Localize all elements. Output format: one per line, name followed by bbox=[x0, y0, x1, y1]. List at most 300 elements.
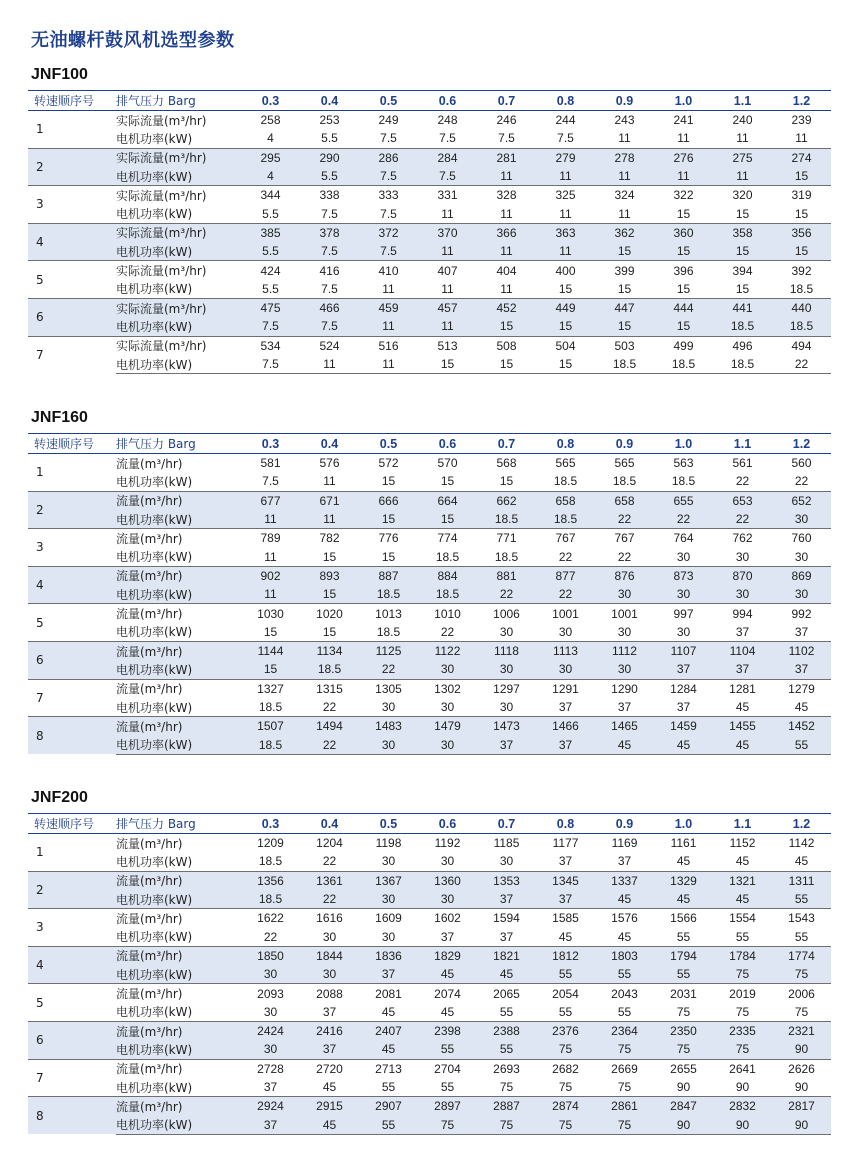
flow-value: 2054 bbox=[536, 984, 595, 1003]
power-value: 7.5 bbox=[359, 167, 418, 186]
power-label: 电机功率(kW) bbox=[116, 1005, 193, 1020]
power-label: 电机功率(kW) bbox=[116, 1115, 241, 1134]
power-value: 30 bbox=[676, 549, 691, 564]
power-value: 37 bbox=[477, 890, 536, 909]
flow-value: 449 bbox=[536, 298, 595, 317]
power-value: 45 bbox=[418, 965, 477, 984]
power-value: 15 bbox=[418, 355, 477, 374]
flow-value: 658 bbox=[536, 491, 595, 510]
flow-value: 560 bbox=[772, 454, 831, 473]
flow-value: 1494 bbox=[300, 717, 359, 736]
power-label: 电机功率(kW) bbox=[116, 625, 193, 640]
flow-value: 870 bbox=[713, 566, 772, 585]
flow-value: 2713 bbox=[359, 1059, 418, 1078]
power-value: 5.5 bbox=[321, 131, 338, 146]
pressure-value-header: 0.5 bbox=[359, 91, 418, 111]
power-value: 55 bbox=[772, 890, 831, 909]
flow-label: 流量(m³/hr) bbox=[116, 604, 241, 623]
flow-value: 2081 bbox=[359, 984, 418, 1003]
power-value: 15 bbox=[241, 660, 300, 679]
speed-number: 4 bbox=[28, 223, 116, 261]
power-value: 30 bbox=[381, 854, 396, 869]
flow-label: 流量(m³/hr) bbox=[116, 909, 241, 928]
power-value: 75 bbox=[617, 1080, 632, 1094]
power-row bbox=[28, 890, 831, 909]
power-value: 55 bbox=[381, 1080, 396, 1094]
power-value: 75 bbox=[794, 1004, 809, 1019]
pressure-value-header: 0.9 bbox=[595, 434, 654, 454]
flow-value: 767 bbox=[595, 529, 654, 548]
flow-value: 877 bbox=[536, 566, 595, 585]
flow-value: 404 bbox=[477, 261, 536, 280]
flow-value: 1134 bbox=[300, 641, 359, 660]
power-row bbox=[28, 1040, 831, 1059]
power-value: 45 bbox=[735, 854, 750, 869]
flow-value: 356 bbox=[772, 223, 831, 242]
pressure-value-header: 0.8 bbox=[536, 814, 595, 834]
power-value: 11 bbox=[713, 167, 772, 186]
flow-label: 流量(m³/hr) bbox=[116, 1059, 241, 1078]
power-value: 15 bbox=[595, 317, 654, 336]
section-jnf200 bbox=[28, 789, 831, 1135]
flow-value: 1844 bbox=[300, 946, 359, 965]
power-value: 37 bbox=[440, 929, 455, 944]
flow-value: 1281 bbox=[713, 679, 772, 698]
power-value: 75 bbox=[676, 1004, 691, 1019]
power-value: 11 bbox=[441, 281, 454, 296]
power-row bbox=[28, 472, 831, 491]
flow-value: 1144 bbox=[241, 641, 300, 660]
flow-value: 513 bbox=[418, 336, 477, 355]
power-value: 75 bbox=[713, 1040, 772, 1059]
power-value: 30 bbox=[735, 549, 750, 564]
flow-value: 407 bbox=[418, 261, 477, 280]
flow-value: 1297 bbox=[477, 679, 536, 698]
flow-value: 1284 bbox=[654, 679, 713, 698]
flow-value: 570 bbox=[418, 454, 477, 473]
speed-number: 1 bbox=[28, 834, 116, 872]
power-value: 55 bbox=[676, 929, 691, 944]
power-value: 15 bbox=[617, 281, 632, 296]
power-value: 45 bbox=[713, 890, 772, 909]
flow-value: 360 bbox=[654, 223, 713, 242]
flow-value: 278 bbox=[595, 148, 654, 167]
flow-value: 2655 bbox=[654, 1059, 713, 1078]
speed-number: 5 bbox=[28, 984, 116, 1022]
power-value: 30 bbox=[558, 624, 573, 639]
flow-value: 1585 bbox=[536, 909, 595, 928]
flow-value: 771 bbox=[477, 529, 536, 548]
power-value: 30 bbox=[241, 1040, 300, 1059]
power-value: 37 bbox=[772, 660, 831, 679]
flow-value: 1161 bbox=[654, 834, 713, 853]
power-value: 11 bbox=[477, 242, 536, 261]
flow-value: 1566 bbox=[654, 909, 713, 928]
flow-value: 1102 bbox=[772, 641, 831, 660]
power-value: 15 bbox=[713, 242, 772, 261]
flow-value: 1329 bbox=[654, 871, 713, 890]
power-value: 30 bbox=[595, 585, 654, 604]
power-value: 90 bbox=[654, 1115, 713, 1134]
flow-value: 416 bbox=[300, 261, 359, 280]
speed-number: 3 bbox=[28, 186, 116, 224]
pressure-value-header: 1.0 bbox=[654, 814, 713, 834]
flow-value: 1315 bbox=[300, 679, 359, 698]
power-value: 37 bbox=[617, 700, 632, 714]
flow-label: 流量(m³/hr) bbox=[116, 1097, 241, 1116]
power-value: 18.5 bbox=[654, 355, 713, 374]
header-row bbox=[28, 91, 831, 111]
power-value: 75 bbox=[499, 1080, 514, 1094]
flow-value: 248 bbox=[418, 111, 477, 130]
flow-value: 290 bbox=[300, 148, 359, 167]
flow-value: 561 bbox=[713, 454, 772, 473]
flow-value: 1594 bbox=[477, 909, 536, 928]
flow-value: 1013 bbox=[359, 604, 418, 623]
flow-value: 664 bbox=[418, 491, 477, 510]
power-value: 75 bbox=[477, 1115, 536, 1134]
power-label: 电机功率(kW) bbox=[116, 510, 241, 529]
power-value: 30 bbox=[617, 624, 632, 639]
power-value: 55 bbox=[499, 1004, 514, 1019]
power-value: 11 bbox=[500, 281, 513, 296]
flow-value: 2031 bbox=[654, 984, 713, 1003]
power-value: 30 bbox=[381, 700, 396, 714]
flow-value: 2416 bbox=[300, 1021, 359, 1040]
power-value: 75 bbox=[735, 1004, 750, 1019]
flow-value: 338 bbox=[300, 186, 359, 205]
power-value: 37 bbox=[536, 735, 595, 754]
speed-number: 7 bbox=[28, 1059, 116, 1097]
pressure-value-header: 1.1 bbox=[713, 434, 772, 454]
power-value: 37 bbox=[241, 1115, 300, 1134]
speed-number: 7 bbox=[28, 336, 116, 374]
power-value: 11 bbox=[359, 355, 418, 374]
power-value: 18.5 bbox=[713, 317, 772, 336]
power-value: 30 bbox=[595, 660, 654, 679]
flow-value: 1360 bbox=[418, 871, 477, 890]
power-value: 7.5 bbox=[380, 206, 397, 221]
flow-label: 实际流量(m³/hr) bbox=[116, 186, 241, 205]
flow-label: 流量(m³/hr) bbox=[116, 834, 241, 853]
flow-label: 实际流量(m³/hr) bbox=[116, 111, 241, 130]
power-value: 55 bbox=[794, 929, 809, 944]
speed-number: 3 bbox=[28, 529, 116, 567]
power-row bbox=[28, 965, 831, 984]
flow-value: 1118 bbox=[477, 641, 536, 660]
flow-value: 2043 bbox=[595, 984, 654, 1003]
power-value: 22 bbox=[772, 355, 831, 374]
flow-value: 363 bbox=[536, 223, 595, 242]
power-value: 18.5 bbox=[553, 474, 578, 489]
flow-value: 767 bbox=[536, 529, 595, 548]
power-value: 30 bbox=[263, 1004, 278, 1019]
power-value: 15 bbox=[477, 355, 536, 374]
pressure-value-header: 0.5 bbox=[359, 434, 418, 454]
flow-row bbox=[28, 148, 831, 167]
flow-value: 441 bbox=[713, 298, 772, 317]
flow-value: 2847 bbox=[654, 1097, 713, 1116]
power-value: 37 bbox=[499, 929, 514, 944]
speed-number: 2 bbox=[28, 491, 116, 529]
flow-value: 565 bbox=[595, 454, 654, 473]
power-value: 37 bbox=[477, 735, 536, 754]
flow-value: 1192 bbox=[418, 834, 477, 853]
header-row bbox=[28, 434, 831, 454]
power-value: 37 bbox=[300, 1040, 359, 1059]
flow-value: 666 bbox=[359, 491, 418, 510]
pressure-value-header: 0.9 bbox=[595, 814, 654, 834]
power-value: 90 bbox=[794, 1080, 809, 1094]
flow-value: 2376 bbox=[536, 1021, 595, 1040]
flow-value: 253 bbox=[300, 111, 359, 130]
power-value: 15 bbox=[499, 474, 514, 489]
flow-value: 2407 bbox=[359, 1021, 418, 1040]
flow-value: 565 bbox=[536, 454, 595, 473]
power-value: 45 bbox=[300, 1115, 359, 1134]
flow-value: 2388 bbox=[477, 1021, 536, 1040]
power-value: 18.5 bbox=[595, 355, 654, 374]
flow-row bbox=[28, 1059, 831, 1078]
pressure-value-header: 0.6 bbox=[418, 434, 477, 454]
flow-value: 1353 bbox=[477, 871, 536, 890]
flow-label: 实际流量(m³/hr) bbox=[116, 148, 241, 167]
power-value: 7.5 bbox=[557, 131, 574, 146]
flow-value: 284 bbox=[418, 148, 477, 167]
power-value: 18.5 bbox=[376, 624, 401, 639]
power-value: 11 bbox=[418, 242, 477, 261]
power-value: 37 bbox=[322, 1004, 337, 1019]
flow-row bbox=[28, 604, 831, 623]
flow-row bbox=[28, 529, 831, 548]
pressure-value-header: 1.1 bbox=[713, 814, 772, 834]
speed-header: 转速顺序号 bbox=[28, 814, 116, 834]
flow-value: 1305 bbox=[359, 679, 418, 698]
power-value: 30 bbox=[499, 700, 514, 714]
power-label: 电机功率(kW) bbox=[116, 965, 241, 984]
speed-number: 3 bbox=[28, 909, 116, 947]
power-row bbox=[28, 623, 831, 642]
power-value: 11 bbox=[441, 206, 454, 221]
power-value: 11 bbox=[241, 585, 300, 604]
power-value: 37 bbox=[676, 700, 691, 714]
flow-value: 1006 bbox=[477, 604, 536, 623]
flow-value: 2088 bbox=[300, 984, 359, 1003]
flow-label: 流量(m³/hr) bbox=[116, 641, 241, 660]
flow-value: 279 bbox=[536, 148, 595, 167]
power-value: 55 bbox=[617, 1004, 632, 1019]
power-value: 22 bbox=[654, 510, 713, 529]
flow-value: 241 bbox=[654, 111, 713, 130]
power-value: 22 bbox=[322, 854, 337, 869]
power-value: 30 bbox=[300, 965, 359, 984]
flow-value: 244 bbox=[536, 111, 595, 130]
power-value: 30 bbox=[381, 929, 396, 944]
pressure-value-header: 0.8 bbox=[536, 434, 595, 454]
power-value: 7.5 bbox=[241, 355, 300, 374]
flow-value: 1784 bbox=[713, 946, 772, 965]
flow-value: 1507 bbox=[241, 717, 300, 736]
power-value: 75 bbox=[654, 1040, 713, 1059]
power-value: 75 bbox=[536, 1040, 595, 1059]
power-row bbox=[28, 204, 831, 223]
page-title: 无油螺杆鼓风机选型参数 bbox=[31, 30, 235, 51]
flow-value: 2693 bbox=[477, 1059, 536, 1078]
power-value: 45 bbox=[617, 929, 632, 944]
power-value: 30 bbox=[499, 854, 514, 869]
speed-number: 6 bbox=[28, 1021, 116, 1059]
power-value: 7.5 bbox=[321, 206, 338, 221]
pressure-value-header: 0.7 bbox=[477, 814, 536, 834]
power-value: 45 bbox=[440, 1004, 455, 1019]
flow-value: 1104 bbox=[713, 641, 772, 660]
flow-value: 240 bbox=[713, 111, 772, 130]
power-value: 75 bbox=[595, 1040, 654, 1059]
speed-number: 7 bbox=[28, 679, 116, 717]
flow-row bbox=[28, 871, 831, 890]
flow-value: 992 bbox=[772, 604, 831, 623]
power-value: 30 bbox=[676, 624, 691, 639]
pressure-value-header: 0.9 bbox=[595, 91, 654, 111]
power-value: 45 bbox=[654, 735, 713, 754]
pressure-value-header: 0.4 bbox=[300, 814, 359, 834]
power-value: 18.5 bbox=[300, 660, 359, 679]
speed-number: 2 bbox=[28, 148, 116, 186]
power-value: 37 bbox=[654, 660, 713, 679]
flow-value: 1367 bbox=[359, 871, 418, 890]
flow-value: 1622 bbox=[241, 909, 300, 928]
power-value: 5.5 bbox=[300, 167, 359, 186]
speed-number: 8 bbox=[28, 717, 116, 755]
power-value: 30 bbox=[654, 585, 713, 604]
power-value: 55 bbox=[654, 965, 713, 984]
power-label: 电机功率(kW) bbox=[116, 700, 193, 715]
flow-value: 1327 bbox=[241, 679, 300, 698]
power-value: 30 bbox=[322, 929, 337, 944]
power-value: 55 bbox=[418, 1040, 477, 1059]
power-value: 45 bbox=[595, 890, 654, 909]
flow-row bbox=[28, 261, 831, 280]
flow-value: 677 bbox=[241, 491, 300, 510]
flow-value: 789 bbox=[241, 529, 300, 548]
power-value: 11 bbox=[359, 317, 418, 336]
power-value: 75 bbox=[558, 1080, 573, 1094]
flow-value: 887 bbox=[359, 566, 418, 585]
flow-value: 1321 bbox=[713, 871, 772, 890]
power-value: 30 bbox=[440, 700, 455, 714]
flow-row bbox=[28, 679, 831, 698]
flow-value: 358 bbox=[713, 223, 772, 242]
speed-header: 转速顺序号 bbox=[28, 91, 116, 111]
flow-row bbox=[28, 111, 831, 130]
power-value: 37 bbox=[536, 890, 595, 909]
flow-value: 1204 bbox=[300, 834, 359, 853]
flow-value: 1291 bbox=[536, 679, 595, 698]
power-value: 15 bbox=[654, 242, 713, 261]
flow-value: 1107 bbox=[654, 641, 713, 660]
power-value: 11 bbox=[536, 242, 595, 261]
power-value: 75 bbox=[418, 1115, 477, 1134]
power-value: 37 bbox=[263, 1080, 278, 1094]
power-value: 45 bbox=[558, 929, 573, 944]
flow-value: 319 bbox=[772, 186, 831, 205]
power-value: 7.5 bbox=[241, 317, 300, 336]
flow-value: 459 bbox=[359, 298, 418, 317]
flow-value: 760 bbox=[772, 529, 831, 548]
power-value: 18.5 bbox=[477, 510, 536, 529]
power-value: 7.5 bbox=[300, 317, 359, 336]
flow-value: 331 bbox=[418, 186, 477, 205]
power-row bbox=[28, 852, 831, 871]
power-value: 18.5 bbox=[241, 890, 300, 909]
power-value: 18.5 bbox=[359, 585, 418, 604]
flow-value: 1483 bbox=[359, 717, 418, 736]
power-value: 5.5 bbox=[241, 242, 300, 261]
power-value: 30 bbox=[499, 624, 514, 639]
power-label: 电机功率(kW) bbox=[116, 1080, 193, 1095]
power-value: 30 bbox=[477, 660, 536, 679]
power-value: 11 bbox=[500, 206, 513, 221]
flow-value: 1576 bbox=[595, 909, 654, 928]
power-label: 电机功率(kW) bbox=[116, 474, 193, 489]
pressure-value-header: 0.3 bbox=[241, 434, 300, 454]
power-value: 22 bbox=[536, 585, 595, 604]
power-value: 22 bbox=[617, 549, 632, 564]
power-value: 45 bbox=[735, 700, 750, 714]
flow-value: 655 bbox=[654, 491, 713, 510]
flow-value: 776 bbox=[359, 529, 418, 548]
flow-value: 1609 bbox=[359, 909, 418, 928]
flow-value: 503 bbox=[595, 336, 654, 355]
power-value: 11 bbox=[264, 549, 277, 564]
power-value: 22 bbox=[595, 510, 654, 529]
power-value: 15 bbox=[676, 281, 691, 296]
flow-value: 1152 bbox=[713, 834, 772, 853]
power-value: 15 bbox=[263, 624, 278, 639]
pressure-header: 排气压力 Barg bbox=[116, 434, 241, 454]
power-value: 30 bbox=[359, 890, 418, 909]
flow-value: 2093 bbox=[241, 984, 300, 1003]
power-value: 15 bbox=[676, 206, 691, 221]
power-value: 18.5 bbox=[418, 585, 477, 604]
power-value: 11 bbox=[536, 167, 595, 186]
flow-value: 2861 bbox=[595, 1097, 654, 1116]
pressure-value-header: 1.2 bbox=[772, 814, 831, 834]
speed-number: 6 bbox=[28, 641, 116, 679]
flow-value: 997 bbox=[654, 604, 713, 623]
flow-row bbox=[28, 1097, 831, 1116]
flow-label: 流量(m³/hr) bbox=[116, 984, 241, 1003]
flow-value: 1177 bbox=[536, 834, 595, 853]
flow-value: 392 bbox=[772, 261, 831, 280]
power-value: 55 bbox=[359, 1115, 418, 1134]
flow-value: 1452 bbox=[772, 717, 831, 736]
flow-value: 2074 bbox=[418, 984, 477, 1003]
flow-value: 394 bbox=[713, 261, 772, 280]
power-value: 11 bbox=[618, 206, 631, 221]
power-value: 55 bbox=[772, 735, 831, 754]
power-value: 7.5 bbox=[321, 281, 338, 296]
power-value: 90 bbox=[676, 1080, 691, 1094]
flow-label: 实际流量(m³/hr) bbox=[116, 261, 241, 280]
power-row bbox=[28, 698, 831, 717]
power-label: 电机功率(kW) bbox=[116, 890, 241, 909]
power-value: 4 bbox=[241, 167, 300, 186]
flow-value: 494 bbox=[772, 336, 831, 355]
speed-number: 4 bbox=[28, 946, 116, 984]
power-value: 18.5 bbox=[536, 510, 595, 529]
flow-value: 410 bbox=[359, 261, 418, 280]
